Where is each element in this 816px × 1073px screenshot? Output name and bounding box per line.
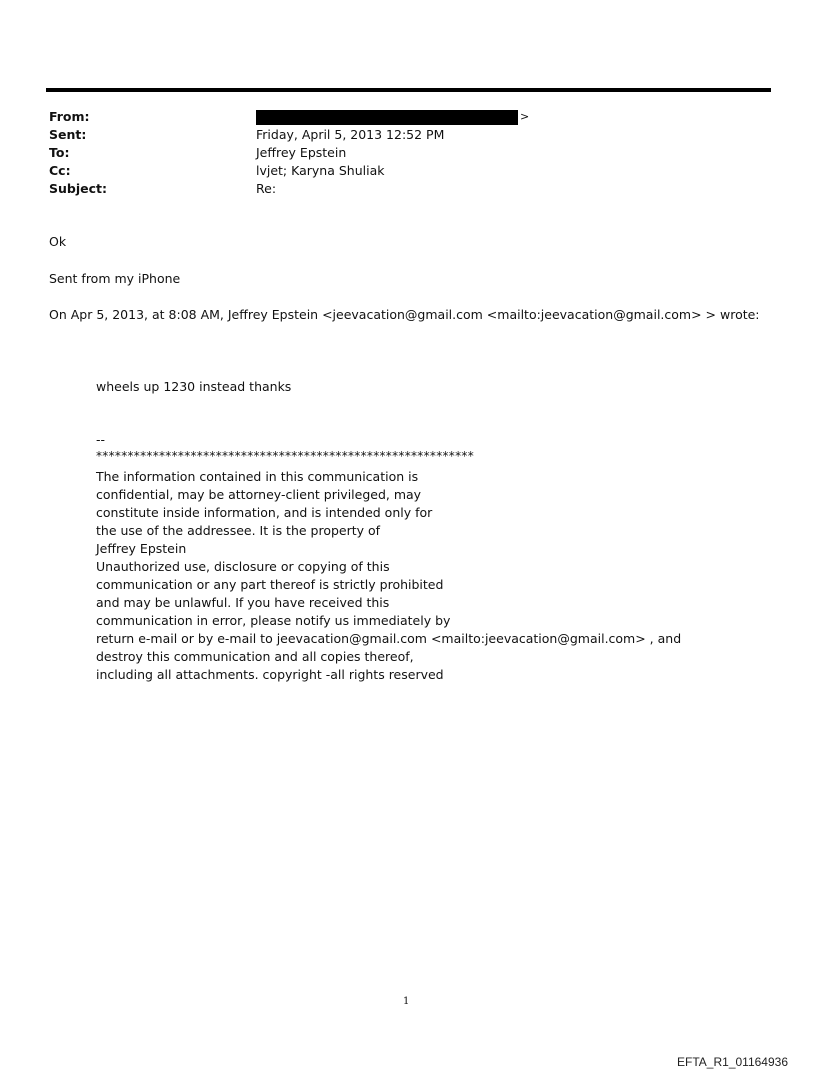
cc-label: Cc: bbox=[49, 163, 71, 178]
disclaimer-line: Jeffrey Epstein bbox=[96, 541, 187, 556]
subject-value: Re: bbox=[256, 181, 277, 196]
signature-dash: -- bbox=[96, 432, 106, 447]
document-id: EFTA_R1_01164936 bbox=[677, 1055, 788, 1069]
from-row bbox=[49, 108, 529, 126]
from-suffix: > bbox=[520, 110, 530, 123]
disclaimer-line: destroy this communication and all copies thereof, bbox=[96, 649, 414, 664]
page-number: 1 bbox=[403, 996, 410, 1007]
disclaimer-line: the use of the addressee. It is the property of bbox=[96, 523, 381, 538]
quote-intro: On Apr 5, 2013, at 8:08 AM, Jeffrey Epstein <jeevacation@gmail.com <mailto:jeevacation@gmail.com> > wrote: bbox=[49, 307, 760, 322]
cc-row bbox=[49, 162, 529, 180]
stars-divider: ************************************************************ bbox=[96, 449, 474, 463]
subject-row bbox=[49, 180, 529, 198]
to-label: To: bbox=[49, 145, 70, 160]
signature-text: Sent from my iPhone bbox=[49, 271, 181, 286]
to-value: Jeffrey Epstein bbox=[256, 145, 347, 160]
from-label: From: bbox=[49, 109, 90, 124]
sent-value: Friday, April 5, 2013 12:52 PM bbox=[256, 127, 445, 142]
email-header bbox=[49, 108, 529, 198]
header-rule bbox=[46, 88, 771, 92]
sent-row bbox=[49, 126, 529, 144]
disclaimer-line: communication in error, please notify us immediately by bbox=[96, 613, 451, 628]
disclaimer-line: The information contained in this communication is bbox=[96, 469, 419, 484]
reply-text: Ok bbox=[49, 234, 67, 249]
disclaimer-line: including all attachments. copyright -all rights reserved bbox=[96, 667, 444, 682]
quoted-message: wheels up 1230 instead thanks bbox=[96, 379, 292, 394]
sent-label: Sent: bbox=[49, 127, 87, 142]
disclaimer-line: communication or any part thereof is strictly prohibited bbox=[96, 577, 444, 592]
disclaimer-line: constitute inside information, and is intended only for bbox=[96, 505, 433, 520]
cc-value: lvjet; Karyna Shuliak bbox=[256, 163, 385, 178]
subject-label: Subject: bbox=[49, 181, 107, 196]
disclaimer-line: return e-mail or by e-mail to jeevacation@gmail.com <mailto:jeevacation@gmail.com> , and bbox=[96, 631, 682, 646]
disclaimer-line: Unauthorized use, disclosure or copying of this bbox=[96, 559, 390, 574]
disclaimer bbox=[96, 468, 681, 684]
disclaimer-line: and may be unlawful. If you have received this bbox=[96, 595, 390, 610]
redaction-block bbox=[256, 110, 518, 125]
to-row bbox=[49, 144, 529, 162]
disclaimer-line: confidential, may be attorney-client privileged, may bbox=[96, 487, 422, 502]
from-value bbox=[256, 108, 529, 126]
